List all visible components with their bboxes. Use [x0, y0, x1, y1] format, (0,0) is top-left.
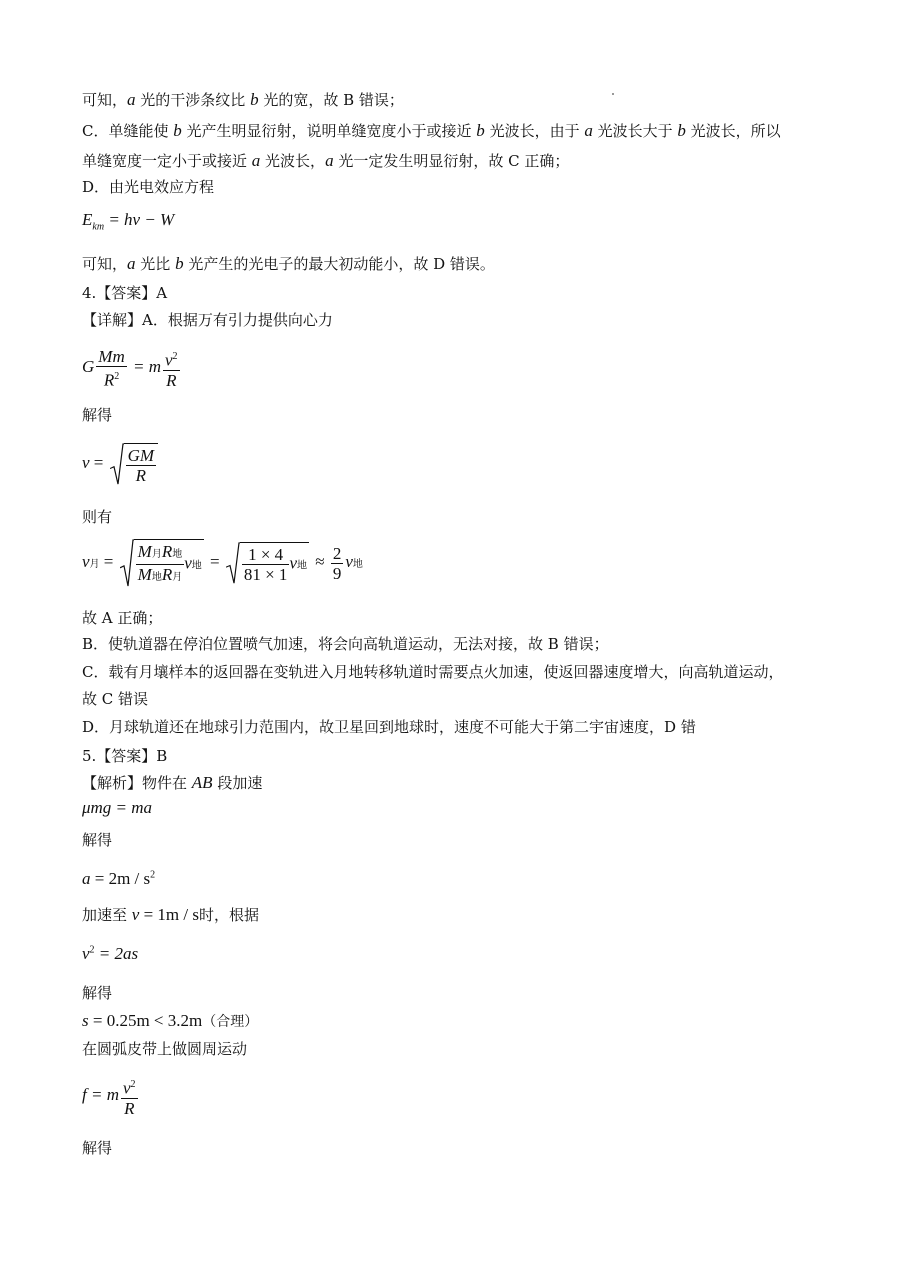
- text-line: 则有: [82, 508, 113, 526]
- text-line: 解得: [82, 406, 113, 424]
- text-line: 可知，a 光的干涉条纹比 b 光的宽，故 B 错误；: [82, 90, 404, 109]
- text-line: 在圆弧皮带上做圆周运动: [82, 1040, 248, 1058]
- equation-distance: s = 0.25m < 3.2m（合理）: [82, 1011, 259, 1030]
- text-line: 加速至 v = 1m / s时，根据: [82, 905, 259, 924]
- equation-photoelectric: $E_{km} = h\nu - W$: [82, 210, 175, 233]
- equation-kinematics: $v^2 = 2as$: [82, 944, 139, 963]
- text-line: 单缝宽度一定小于或接近 a 光波长，a 光一定发生明显衍射，故 C 正确；: [82, 151, 570, 170]
- text-line: 【解析】物件在 AB 段加速: [82, 773, 263, 792]
- answer-heading: 4.【答案】A: [82, 284, 168, 302]
- text-line: D．月球轨道还在地球引力范围内，故卫星回到地球时，速度不可能大于第二宇宙速度，D 错: [82, 718, 696, 736]
- text-line: C．单缝能使 b 光产生明显衍射，说明单缝宽度小于或接近 b 光波长，由于 a 光波长大于 b 光波长，所以: [82, 121, 781, 140]
- text-line: 解得: [82, 831, 113, 849]
- equation-circular-motion: f = m $\frac{v^2}{R}$: [82, 1075, 140, 1118]
- text-line: 故 A 正确；: [82, 609, 163, 627]
- text-line: 解得: [82, 984, 113, 1002]
- text-line: C．载有月壤样本的返回器在变轨进入月地转移轨道时需要点火加速，使返回器速度增大，向高轨道运动，: [82, 663, 784, 681]
- equation-moon-velocity: v月 = $\frac{\text{M月R地}}{\text{M地R月}}$ v地 = $\frac{1 \times 4}{81 \times 1}$ v地 ≈ $\frac{2}{9}$ v地: [82, 539, 363, 587]
- text-line: 【详解】A．根据万有引力提供向心力: [82, 311, 333, 329]
- text-line: 故 C 错误: [82, 690, 149, 708]
- text-line: B．使轨道器在停泊位置喷气加速，将会向高轨道运动，无法对接，故 B 错误；: [82, 635, 609, 653]
- text-line: 解得: [82, 1139, 113, 1157]
- scan-speck: [612, 93, 614, 95]
- equation-gravity: G $\frac{Mm}{R^2}$ = m $\frac{v^2}{R}$: [82, 347, 178, 390]
- answer-heading: 5.【答案】B: [82, 747, 168, 765]
- text-line: 可知，a 光比 b 光产生的光电子的最大初动能小，故 D 错误。: [82, 254, 495, 273]
- equation-friction: μmg = ma: [82, 798, 153, 817]
- text-line: D．由光电效应方程: [82, 178, 215, 196]
- equation-acceleration: $a = 2m / s^2$: [82, 869, 156, 888]
- equation-velocity: v = $\frac{GM}{R}$: [82, 443, 160, 485]
